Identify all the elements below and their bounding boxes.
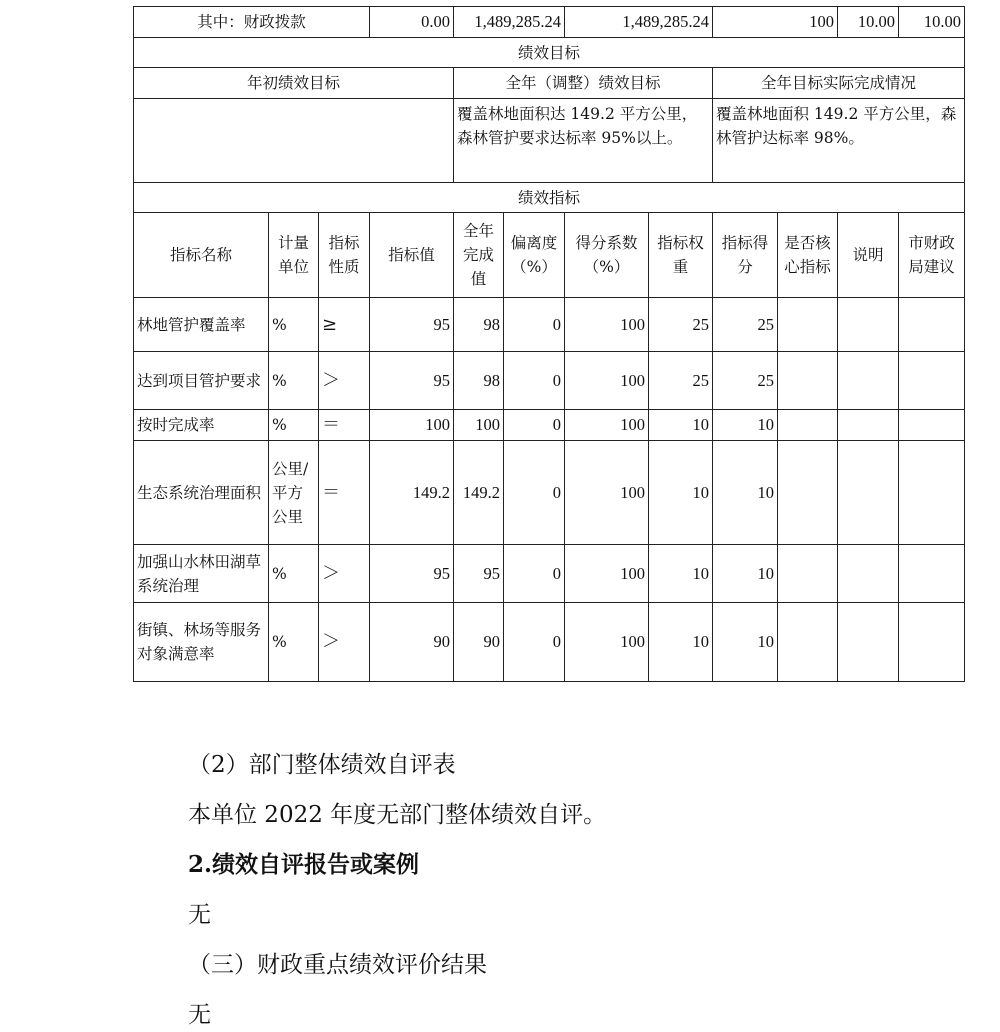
indicator-actual: 90	[454, 603, 504, 682]
header-deviation: 偏离度（%）	[504, 213, 565, 298]
paragraph-no-dept-eval: 本单位 2022 年度无部门整体绩效自评。	[188, 802, 607, 828]
indicators-section-title: 绩效指标	[134, 183, 965, 213]
indicator-nature: ＝	[319, 410, 370, 441]
indicator-deviation: 0	[504, 441, 565, 545]
header-nature: 指标性质	[319, 213, 370, 298]
goals-adjusted-text: 覆盖林地面积达 149.2 平方公里，森林管护要求达标率 95%以上。	[454, 99, 713, 183]
heading-key-evaluation: （三）财政重点绩效评价结果	[188, 952, 487, 978]
indicator-unit: 公里/平方公里	[269, 441, 319, 545]
indicator-weight: 10	[649, 603, 713, 682]
performance-table	[133, 6, 965, 682]
indicator-core	[778, 298, 838, 352]
indicator-target: 95	[370, 298, 454, 352]
indicator-unit: %	[269, 298, 319, 352]
indicator-advice	[899, 441, 965, 545]
indicator-nature: ≥	[319, 298, 370, 352]
indicator-score: 10	[713, 545, 778, 603]
indicator-advice	[899, 410, 965, 441]
indicator-unit: %	[269, 352, 319, 410]
indicator-coef: 100	[565, 298, 649, 352]
budget-initial: 0.00	[370, 7, 454, 38]
indicator-score: 25	[713, 352, 778, 410]
indicator-nature: ＝	[319, 441, 370, 545]
funding-label: 其中：财政拨款	[134, 7, 370, 38]
indicator-score: 10	[713, 603, 778, 682]
score-weight: 100	[713, 7, 838, 38]
indicator-name: 林地管护覆盖率	[134, 298, 269, 352]
goals-col-initial: 年初绩效目标	[134, 68, 454, 99]
indicator-actual: 95	[454, 545, 504, 603]
indicator-score: 10	[713, 410, 778, 441]
indicator-name: 按时完成率	[134, 410, 269, 441]
indicator-coef: 100	[565, 441, 649, 545]
indicator-weight: 10	[649, 410, 713, 441]
indicator-target: 149.2	[370, 441, 454, 545]
subheading-dept-self-eval: （2）部门整体绩效自评表	[188, 752, 456, 778]
table-row	[134, 352, 965, 410]
indicator-actual: 98	[454, 352, 504, 410]
indicator-score: 10	[713, 441, 778, 545]
indicator-unit: %	[269, 603, 319, 682]
indicator-name: 街镇、林场等服务对象满意率	[134, 603, 269, 682]
indicator-coef: 100	[565, 603, 649, 682]
indicator-actual: 100	[454, 410, 504, 441]
indicator-core	[778, 352, 838, 410]
indicator-core	[778, 410, 838, 441]
goals-section-title: 绩效目标	[134, 38, 965, 68]
indicator-deviation: 0	[504, 352, 565, 410]
header-actual: 全年完成值	[454, 213, 504, 298]
header-name: 指标名称	[134, 213, 269, 298]
indicator-score: 25	[713, 298, 778, 352]
header-advice: 市财政局建议	[899, 213, 965, 298]
indicator-target: 95	[370, 545, 454, 603]
header-note: 说明	[838, 213, 899, 298]
heading-self-eval-report: 2.绩效自评报告或案例	[188, 851, 420, 878]
executed-amount: 1,489,285.24	[565, 7, 713, 38]
header-unit: 计量单位	[269, 213, 319, 298]
budget-adjusted: 1,489,285.24	[454, 7, 565, 38]
indicator-name: 生态系统治理面积	[134, 441, 269, 545]
indicator-target: 100	[370, 410, 454, 441]
indicator-target: 95	[370, 352, 454, 410]
indicator-core	[778, 545, 838, 603]
indicators-header-row	[134, 213, 965, 298]
indicator-name: 达到项目管护要求	[134, 352, 269, 410]
header-weight: 指标权重	[649, 213, 713, 298]
indicator-weight: 10	[649, 441, 713, 545]
indicator-unit: %	[269, 410, 319, 441]
indicator-nature: ＞	[319, 545, 370, 603]
table-row	[134, 603, 965, 682]
indicator-core	[778, 603, 838, 682]
indicator-actual: 98	[454, 298, 504, 352]
header-score: 指标得分	[713, 213, 778, 298]
indicator-coef: 100	[565, 352, 649, 410]
indicator-weight: 25	[649, 352, 713, 410]
indicator-coef: 100	[565, 545, 649, 603]
table-row	[134, 410, 965, 441]
paragraph-none-2: 无	[188, 1002, 211, 1028]
table-row	[134, 545, 965, 603]
indicator-unit: %	[269, 545, 319, 603]
table-row	[134, 298, 965, 352]
indicator-note	[838, 298, 899, 352]
goals-col-adjusted: 全年（调整）绩效目标	[454, 68, 713, 99]
header-core: 是否核心指标	[778, 213, 838, 298]
indicator-note	[838, 441, 899, 545]
indicator-note	[838, 352, 899, 410]
header-coef: 得分系数（%）	[565, 213, 649, 298]
indicator-target: 90	[370, 603, 454, 682]
indicator-note	[838, 410, 899, 441]
execution-rate: 10.00	[838, 7, 899, 38]
indicator-nature: ＞	[319, 352, 370, 410]
indicator-advice	[899, 352, 965, 410]
indicator-advice	[899, 545, 965, 603]
indicator-note	[838, 603, 899, 682]
indicator-deviation: 0	[504, 603, 565, 682]
header-target: 指标值	[370, 213, 454, 298]
indicator-note	[838, 545, 899, 603]
indicator-deviation: 0	[504, 545, 565, 603]
indicator-name: 加强山水林田湖草系统治理	[134, 545, 269, 603]
indicator-weight: 10	[649, 545, 713, 603]
table-row	[134, 441, 965, 545]
goals-actual-text: 覆盖林地面积 149.2 平方公里，森林管护达标率 98%。	[713, 99, 965, 183]
indicator-weight: 25	[649, 298, 713, 352]
indicator-coef: 100	[565, 410, 649, 441]
paragraph-none-1: 无	[188, 902, 211, 928]
indicator-core	[778, 441, 838, 545]
indicator-nature: ＞	[319, 603, 370, 682]
goals-col-actual: 全年目标实际完成情况	[713, 68, 965, 99]
indicator-advice	[899, 298, 965, 352]
indicator-deviation: 0	[504, 410, 565, 441]
funding-row	[134, 7, 965, 38]
indicator-advice	[899, 603, 965, 682]
indicator-actual: 149.2	[454, 441, 504, 545]
goals-initial-text	[134, 99, 454, 183]
funding-score: 10.00	[899, 7, 965, 38]
indicator-deviation: 0	[504, 298, 565, 352]
